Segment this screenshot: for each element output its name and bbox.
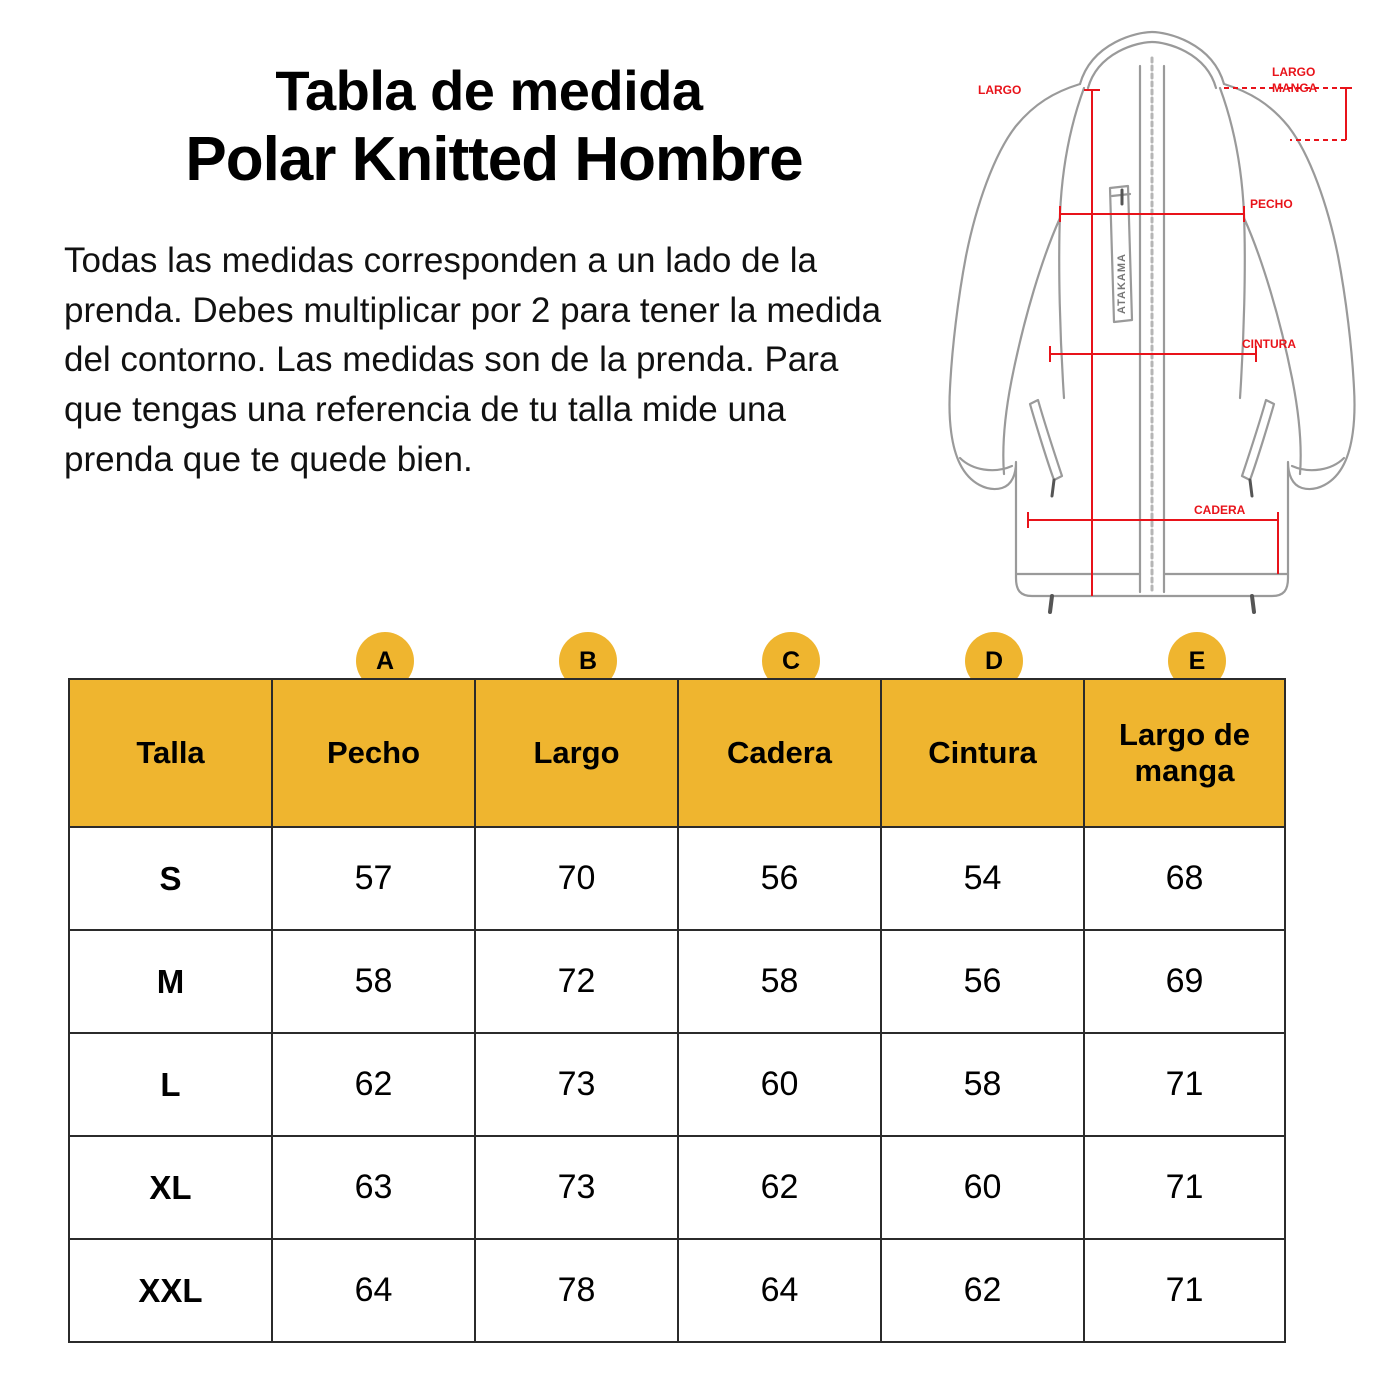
header-cintura: Cintura (881, 679, 1084, 827)
cell-cadera: 64 (678, 1239, 881, 1342)
cell-pecho: 64 (272, 1239, 475, 1342)
cell-cintura: 54 (881, 827, 1084, 930)
label-cintura: CINTURA (1242, 337, 1296, 351)
cell-cadera: 56 (678, 827, 881, 930)
cell-pecho: 57 (272, 827, 475, 930)
cell-cintura: 60 (881, 1136, 1084, 1239)
cell-largo: 73 (475, 1136, 678, 1239)
header-cadera: Cadera (678, 679, 881, 827)
cell-cintura: 62 (881, 1239, 1084, 1342)
badge-e: E (1168, 632, 1226, 690)
table-row (69, 827, 1285, 930)
brand-label: ATAKAMA (1116, 253, 1128, 314)
table-row (69, 1136, 1285, 1239)
header-largo-manga: Largo de manga (1084, 679, 1285, 827)
page-title-line1: Tabla de medida (275, 59, 703, 122)
cell-talla: S (69, 827, 272, 930)
cell-talla: XL (69, 1136, 272, 1239)
header-largo: Largo (475, 679, 678, 827)
jacket-illustration (942, 18, 1362, 618)
cell-pecho: 58 (272, 930, 475, 1033)
header-talla: Talla (69, 679, 272, 827)
badge-b: B (559, 632, 617, 690)
cell-pecho: 63 (272, 1136, 475, 1239)
table-head (69, 679, 1285, 827)
cell-largo-manga: 71 (1084, 1136, 1285, 1239)
table-row (69, 1033, 1285, 1136)
column-letter-badges (68, 632, 1284, 684)
cell-largo: 70 (475, 827, 678, 930)
cell-cadera: 62 (678, 1136, 881, 1239)
cell-cintura: 58 (881, 1033, 1084, 1136)
size-table-wrapper (68, 678, 1284, 1343)
header-pecho: Pecho (272, 679, 475, 827)
label-largo-manga-line1: LARGO (1272, 65, 1316, 79)
page-title-line2: Polar Knitted Hombre (185, 124, 803, 194)
intro-paragraph: Todas las medidas corresponden a un lado de la prenda. Debes multiplicar por 2 para tener la medida del contorno. Las medidas son de la prenda. Para que tengas una referencia de tu talla mide una prenda que te quede bien. (64, 240, 882, 479)
cell-largo-manga: 68 (1084, 827, 1285, 930)
cell-largo: 73 (475, 1033, 678, 1136)
cell-largo: 78 (475, 1239, 678, 1342)
table-row (69, 1239, 1285, 1342)
header-block (64, 59, 944, 519)
cell-talla: L (69, 1033, 272, 1136)
label-largo-manga-line2: MANGA (1272, 81, 1318, 95)
cell-cadera: 60 (678, 1033, 881, 1136)
cell-pecho: 62 (272, 1033, 475, 1136)
cell-cadera: 58 (678, 930, 881, 1033)
cell-largo-manga: 71 (1084, 1033, 1285, 1136)
label-pecho: PECHO (1250, 197, 1293, 211)
size-table (68, 678, 1286, 1343)
label-largo: LARGO (978, 83, 1022, 97)
table-header-row (69, 679, 1285, 827)
cell-largo-manga: 71 (1084, 1239, 1285, 1342)
label-cadera: CADERA (1194, 503, 1246, 517)
table-row (69, 930, 1285, 1033)
cell-talla: XXL (69, 1239, 272, 1342)
badge-c: C (762, 632, 820, 690)
cell-largo: 72 (475, 930, 678, 1033)
cell-cintura: 56 (881, 930, 1084, 1033)
cell-largo-manga: 69 (1084, 930, 1285, 1033)
badge-a: A (356, 632, 414, 690)
badge-d: D (965, 632, 1023, 690)
table-body (69, 827, 1285, 1342)
cell-talla: M (69, 930, 272, 1033)
